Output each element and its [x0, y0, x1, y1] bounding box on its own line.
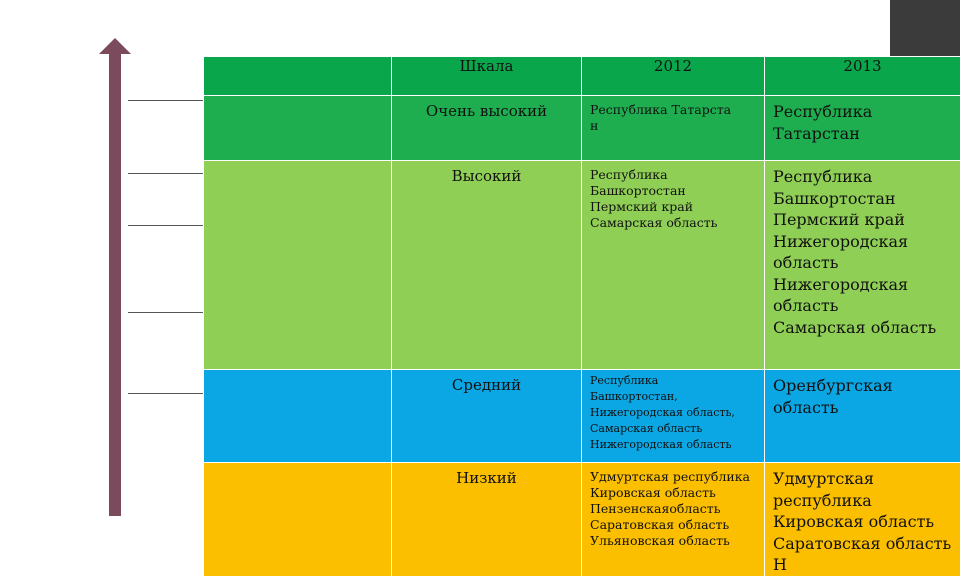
- region-line: Башкортостан,: [590, 389, 762, 405]
- regions-2013-cell: [765, 161, 960, 370]
- region-line: Башкортостан: [590, 183, 762, 199]
- region-line: Нижегородская область,: [590, 405, 762, 421]
- region-line: Пермский край: [590, 199, 762, 215]
- scale-tick: [128, 312, 203, 313]
- table-row: [204, 370, 960, 463]
- region-line: Пермский край: [773, 209, 958, 231]
- regions-2012-cell: [582, 463, 765, 577]
- scale-cell: Средний: [392, 370, 582, 463]
- region-line: Кировская область: [773, 511, 958, 533]
- table-row: [204, 96, 960, 161]
- region-line: Республика: [590, 167, 762, 183]
- scale-tick: [128, 173, 203, 174]
- regions-2012-cell: [582, 96, 765, 161]
- value-cell: [204, 96, 392, 161]
- value-cell: [204, 161, 392, 370]
- header-value-cell: [204, 57, 392, 96]
- region-line: Самарская область: [773, 317, 958, 339]
- region-line: Самарская область: [590, 421, 762, 437]
- region-line: Нижегородская: [773, 274, 958, 296]
- scale-tick: [128, 393, 203, 394]
- region-line: область: [773, 295, 958, 317]
- scale-arrow: [109, 50, 121, 516]
- header-year-2012: 2012: [582, 57, 765, 96]
- region-line: Оренбургская: [773, 375, 958, 397]
- table-row: [204, 161, 960, 370]
- region-line: Самарская область: [590, 215, 762, 231]
- regions-2012-cell: [582, 370, 765, 463]
- region-line: Саратовская область: [773, 533, 958, 555]
- region-line: Н: [773, 554, 958, 576]
- region-line: Нижегородская область: [590, 437, 762, 453]
- scale-cell: Низкий: [392, 463, 582, 577]
- region-line: Кировская область: [590, 485, 762, 501]
- region-line: Республика: [773, 166, 958, 188]
- header-scale: Шкала: [392, 57, 582, 96]
- region-line: Республика: [773, 101, 958, 123]
- region-line: республика: [773, 490, 958, 512]
- regions-2013-cell: [765, 370, 960, 463]
- region-line: область: [773, 252, 958, 274]
- region-line: Татарстан: [773, 123, 958, 145]
- region-line: Ульяновская область: [590, 533, 762, 549]
- region-line: Саратовская область: [590, 517, 762, 533]
- corner-decoration: [890, 0, 960, 56]
- rating-table: [203, 56, 960, 577]
- scale-tick: [128, 100, 203, 101]
- region-line: Республика Татарста: [590, 102, 762, 118]
- value-cell: [204, 463, 392, 577]
- region-line: Башкортостан: [773, 188, 958, 210]
- header-year-2013: 2013: [765, 57, 960, 96]
- region-line: Удмуртская республика: [590, 469, 762, 485]
- regions-2013-cell: [765, 96, 960, 161]
- region-line: Республика: [590, 373, 762, 389]
- scale-cell: Очень высокий: [392, 96, 582, 161]
- region-line: Нижегородская: [773, 231, 958, 253]
- regions-2013-cell: [765, 463, 960, 577]
- scale-tick: [128, 225, 203, 226]
- value-cell: [204, 370, 392, 463]
- table-row: [204, 463, 960, 577]
- region-line: н: [590, 118, 762, 134]
- table-header-row: [204, 57, 960, 96]
- region-line: область: [773, 397, 958, 419]
- scale-cell: Высокий: [392, 161, 582, 370]
- regions-2012-cell: [582, 161, 765, 370]
- region-line: Пензенскаяобласть: [590, 501, 762, 517]
- region-line: Удмуртская: [773, 468, 958, 490]
